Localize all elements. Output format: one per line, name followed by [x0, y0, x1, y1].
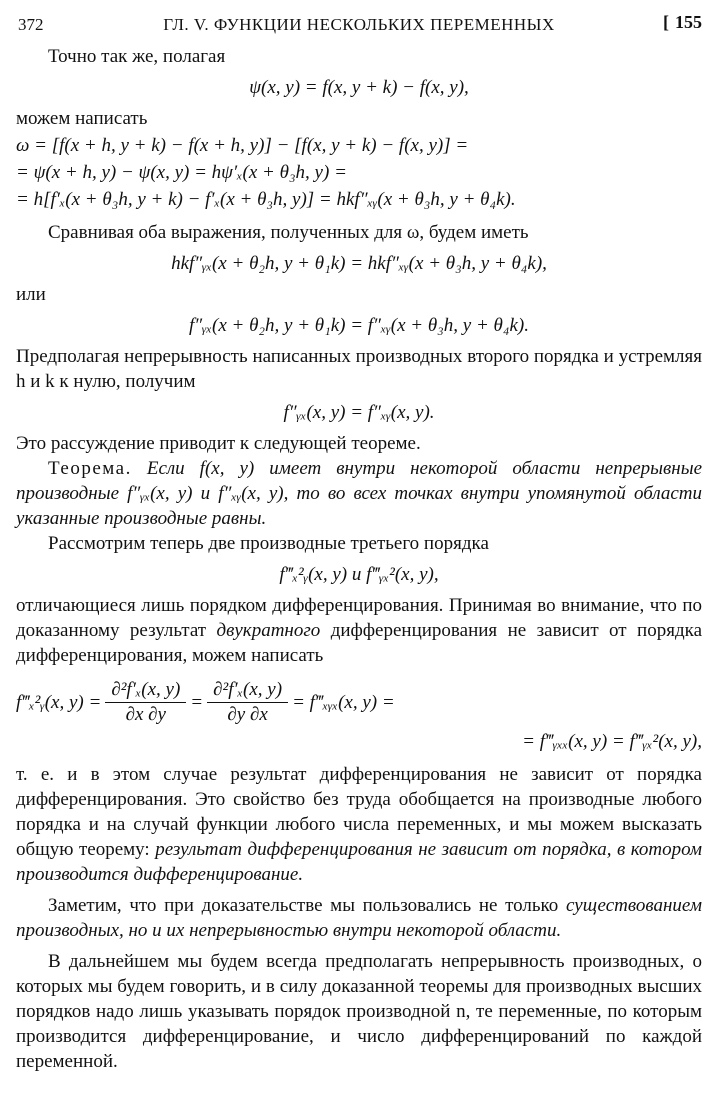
mixed-lhs: f‴ₓ²ᵧ(x, y) =: [16, 692, 102, 713]
differ-text-italic: двукратного: [216, 620, 321, 641]
equation-psi: ψ(x, y) = f(x, y + k) − f(x, y),: [249, 77, 469, 98]
fraction-dydx-denominator: ∂y ∂x: [227, 704, 268, 725]
paragraph-third-order: Рассмотрим теперь две производные третьего порядка: [48, 533, 489, 554]
paragraph-assume: Предполагая непрерывность написанных производных второго порядка и устремляя h и k к нулю, получим: [16, 346, 702, 392]
differ-text-2: дифференцирования не зависит от порядка дифференцирования, можем написать: [16, 620, 703, 666]
theorem-text: Если f(x, y) имеет внутри некоторой области непрерывные производные f″ᵧₓ(x, y) и f″ₓᵧ(x, y), то во всех точках внутри упомянутой области указанные производные равны.: [16, 458, 702, 529]
paragraph-ili: или: [16, 284, 46, 305]
equation-limit: f″ᵧₓ(x, y) = f″ₓᵧ(x, y).: [283, 402, 435, 423]
conclusion-text: т. е. и в этом случае результат дифференцирования не зависит от порядка дифференцирования. Это свойство без труда обобщается на производные любого порядка и на случай функции любого числа переменных, и мы можем высказать общую теорему:: [16, 764, 702, 860]
paragraph-final: В дальнейшем мы будем всегда предполагать непрерывность производных, о которых мы будем говорить, и в силу доказанной теоремы для производных высших порядков надо лишь указывать порядок производной n, те переменные, по которым производится дифференцирование, и число дифференцирований по каждой переменной.: [16, 951, 702, 1072]
paragraph-differ: [16, 593, 702, 668]
fraction-dxdy-denominator: ∂x ∂y: [125, 704, 166, 725]
differ-text-1: отличающиеся лишь порядком дифференцирования. Принимая во внимание, что по доказанному результат: [16, 595, 702, 641]
section-number-value: 155: [675, 12, 702, 32]
page-number: 372: [18, 15, 44, 34]
equation-omega-line3: = h[f′ₓ(x + θ₃h, y + k) − f′ₓ(x + θ₃h, y)] = hkf″ₓᵧ(x + θ₃h, y + θ₄k).: [16, 189, 516, 210]
equation-omega-line1: ω = [f(x + h, y + k) − f(x + h, y)] − [f(x, y + k) − f(x, y)] =: [16, 135, 469, 156]
equation-hk: hkf″ᵧₓ(x + θ₂h, y + θ₁k) = hkf″ₓᵧ(x + θ₃h, y + θ₄k),: [171, 253, 547, 274]
fraction-dydx: [207, 678, 288, 727]
equation-mixed-derivatives: [16, 678, 702, 727]
note-text: Заметим, что при доказательстве мы пользовались не только: [48, 895, 566, 916]
equation-f: f″ᵧₓ(x + θ₂h, y + θ₁k) = f″ₓᵧ(x + θ₃h, y + θ₄k).: [189, 315, 529, 336]
paragraph-mozhem: можем написать: [16, 108, 148, 129]
theorem-paragraph: [16, 456, 702, 531]
fraction-dydx-numerator: ∂²f′ₓ(x, y): [207, 678, 288, 703]
equation-omega-line2: = ψ(x + h, y) − ψ(x, y) = hψ′ₓ(x + θ₃h, y) =: [16, 162, 347, 183]
fraction-dxdy: [105, 678, 186, 727]
section-marker: [: [663, 12, 669, 32]
equals-sign: =: [190, 692, 204, 713]
paragraph-compare: Сравнивая оба выражения, полученных для ω, будем иметь: [48, 222, 529, 243]
mixed-rhs1: = f‴ₓᵧₓ(x, y) =: [292, 692, 395, 713]
conclusion-italic: результат дифференцирования не зависит от порядка, в котором производится дифференцирование.: [16, 839, 702, 885]
equation-mixed-rhs2: = f‴ᵧₓₓ(x, y) = f‴ᵧₓ²(x, y),: [522, 731, 702, 752]
paragraph-leads: Это рассуждение приводит к следующей теореме.: [16, 433, 421, 454]
paragraph-intro: Точно так же, полагая: [48, 46, 226, 67]
running-title: ГЛ. V. ФУНКЦИИ НЕСКОЛЬКИХ ПЕРЕМЕННЫХ: [163, 15, 555, 34]
paragraph-note: [16, 893, 702, 943]
section-number: [663, 10, 702, 35]
theorem-label: Теорема.: [48, 458, 132, 479]
equation-third: f‴ₓ²ᵧ(x, y) и f‴ᵧₓ²(x, y),: [279, 564, 439, 585]
page-header: [16, 10, 702, 44]
fraction-dxdy-numerator: ∂²f′ₓ(x, y): [105, 678, 186, 703]
paragraph-conclusion: [16, 762, 702, 887]
note-italic: существованием производных, но и их непрерывностью внутри некоторой области.: [16, 895, 702, 941]
book-page: [16, 10, 702, 1074]
